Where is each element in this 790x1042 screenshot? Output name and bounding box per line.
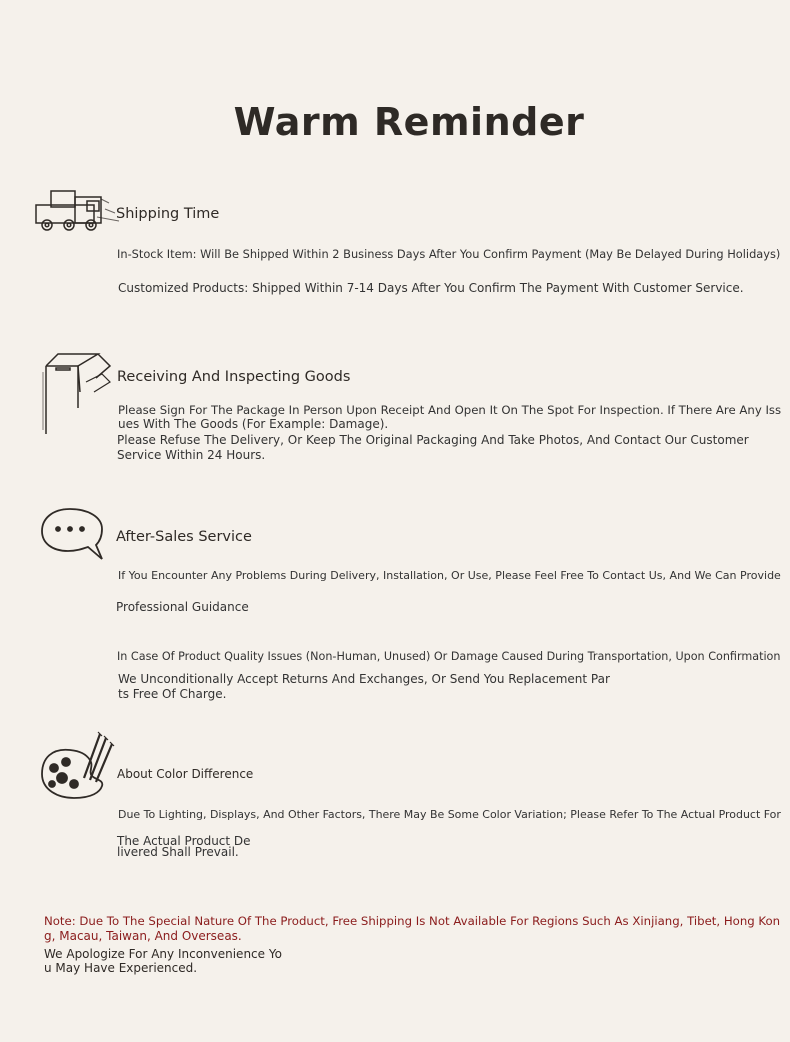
after-sales-line-4: We Unconditionally Accept Returns And Exchanges, Or Send You Replacement Par — [118, 672, 610, 686]
shipping-heading: Shipping Time — [116, 206, 220, 222]
note-line-2: g, Macau, Taiwan, And Overseas. — [44, 929, 242, 943]
page-title: Warm Reminder — [233, 100, 585, 144]
color-line-2: The Actual Product De — [117, 834, 251, 848]
after-sales-line-2: Professional Guidance — [116, 600, 249, 614]
palette-icon — [40, 730, 116, 802]
after-sales-line-1: If You Encounter Any Problems During Delivery, Installation, Or Use, Please Feel Free To Contact Us, And We Can Provide — [118, 569, 781, 582]
after-sales-line-3: In Case Of Product Quality Issues (Non-Human, Unused) Or Damage Caused During Transportation, Upon Confirmation — [117, 650, 781, 663]
receiving-line-2: ues With The Goods (For Example: Damage). — [118, 417, 389, 431]
note-line-4: u May Have Experienced. — [44, 961, 198, 975]
note-line-3: We Apologize For Any Inconvenience Yo — [44, 947, 282, 961]
color-heading: About Color Difference — [117, 767, 254, 781]
package-icon — [40, 352, 112, 436]
after-sales-line-5: ts Free Of Charge. — [118, 687, 227, 701]
chat-bubble-icon — [40, 507, 106, 563]
note-line-1: Note: Due To The Special Nature Of The Product, Free Shipping Is Not Available For Regions Such As Xinjiang, Tibet, Hong Kon — [44, 914, 781, 928]
color-line-1: Due To Lighting, Displays, And Other Factors, There May Be Some Color Variation; Please Refer To The Actual Product For — [118, 808, 781, 821]
color-line-3: livered Shall Prevail. — [117, 845, 239, 859]
after-sales-heading: After-Sales Service — [116, 529, 252, 545]
receiving-heading: Receiving And Inspecting Goods — [117, 369, 351, 385]
receiving-line-1: Please Sign For The Package In Person Upon Receipt And Open It On The Spot For Inspection. If There Are Any Iss — [118, 403, 782, 417]
shipping-line-1: In-Stock Item: Will Be Shipped Within 2 Business Days After You Confirm Payment (May Be Delayed During Holidays) — [117, 247, 781, 261]
shipping-line-2: Customized Products: Shipped Within 7-14 Days After You Confirm The Payment With Customer Service. — [118, 281, 744, 295]
truck-icon — [35, 189, 121, 233]
receiving-line-4: Service Within 24 Hours. — [117, 448, 266, 462]
receiving-line-3: Please Refuse The Delivery, Or Keep The Original Packaging And Take Photos, And Contact Our Customer — [117, 433, 749, 447]
